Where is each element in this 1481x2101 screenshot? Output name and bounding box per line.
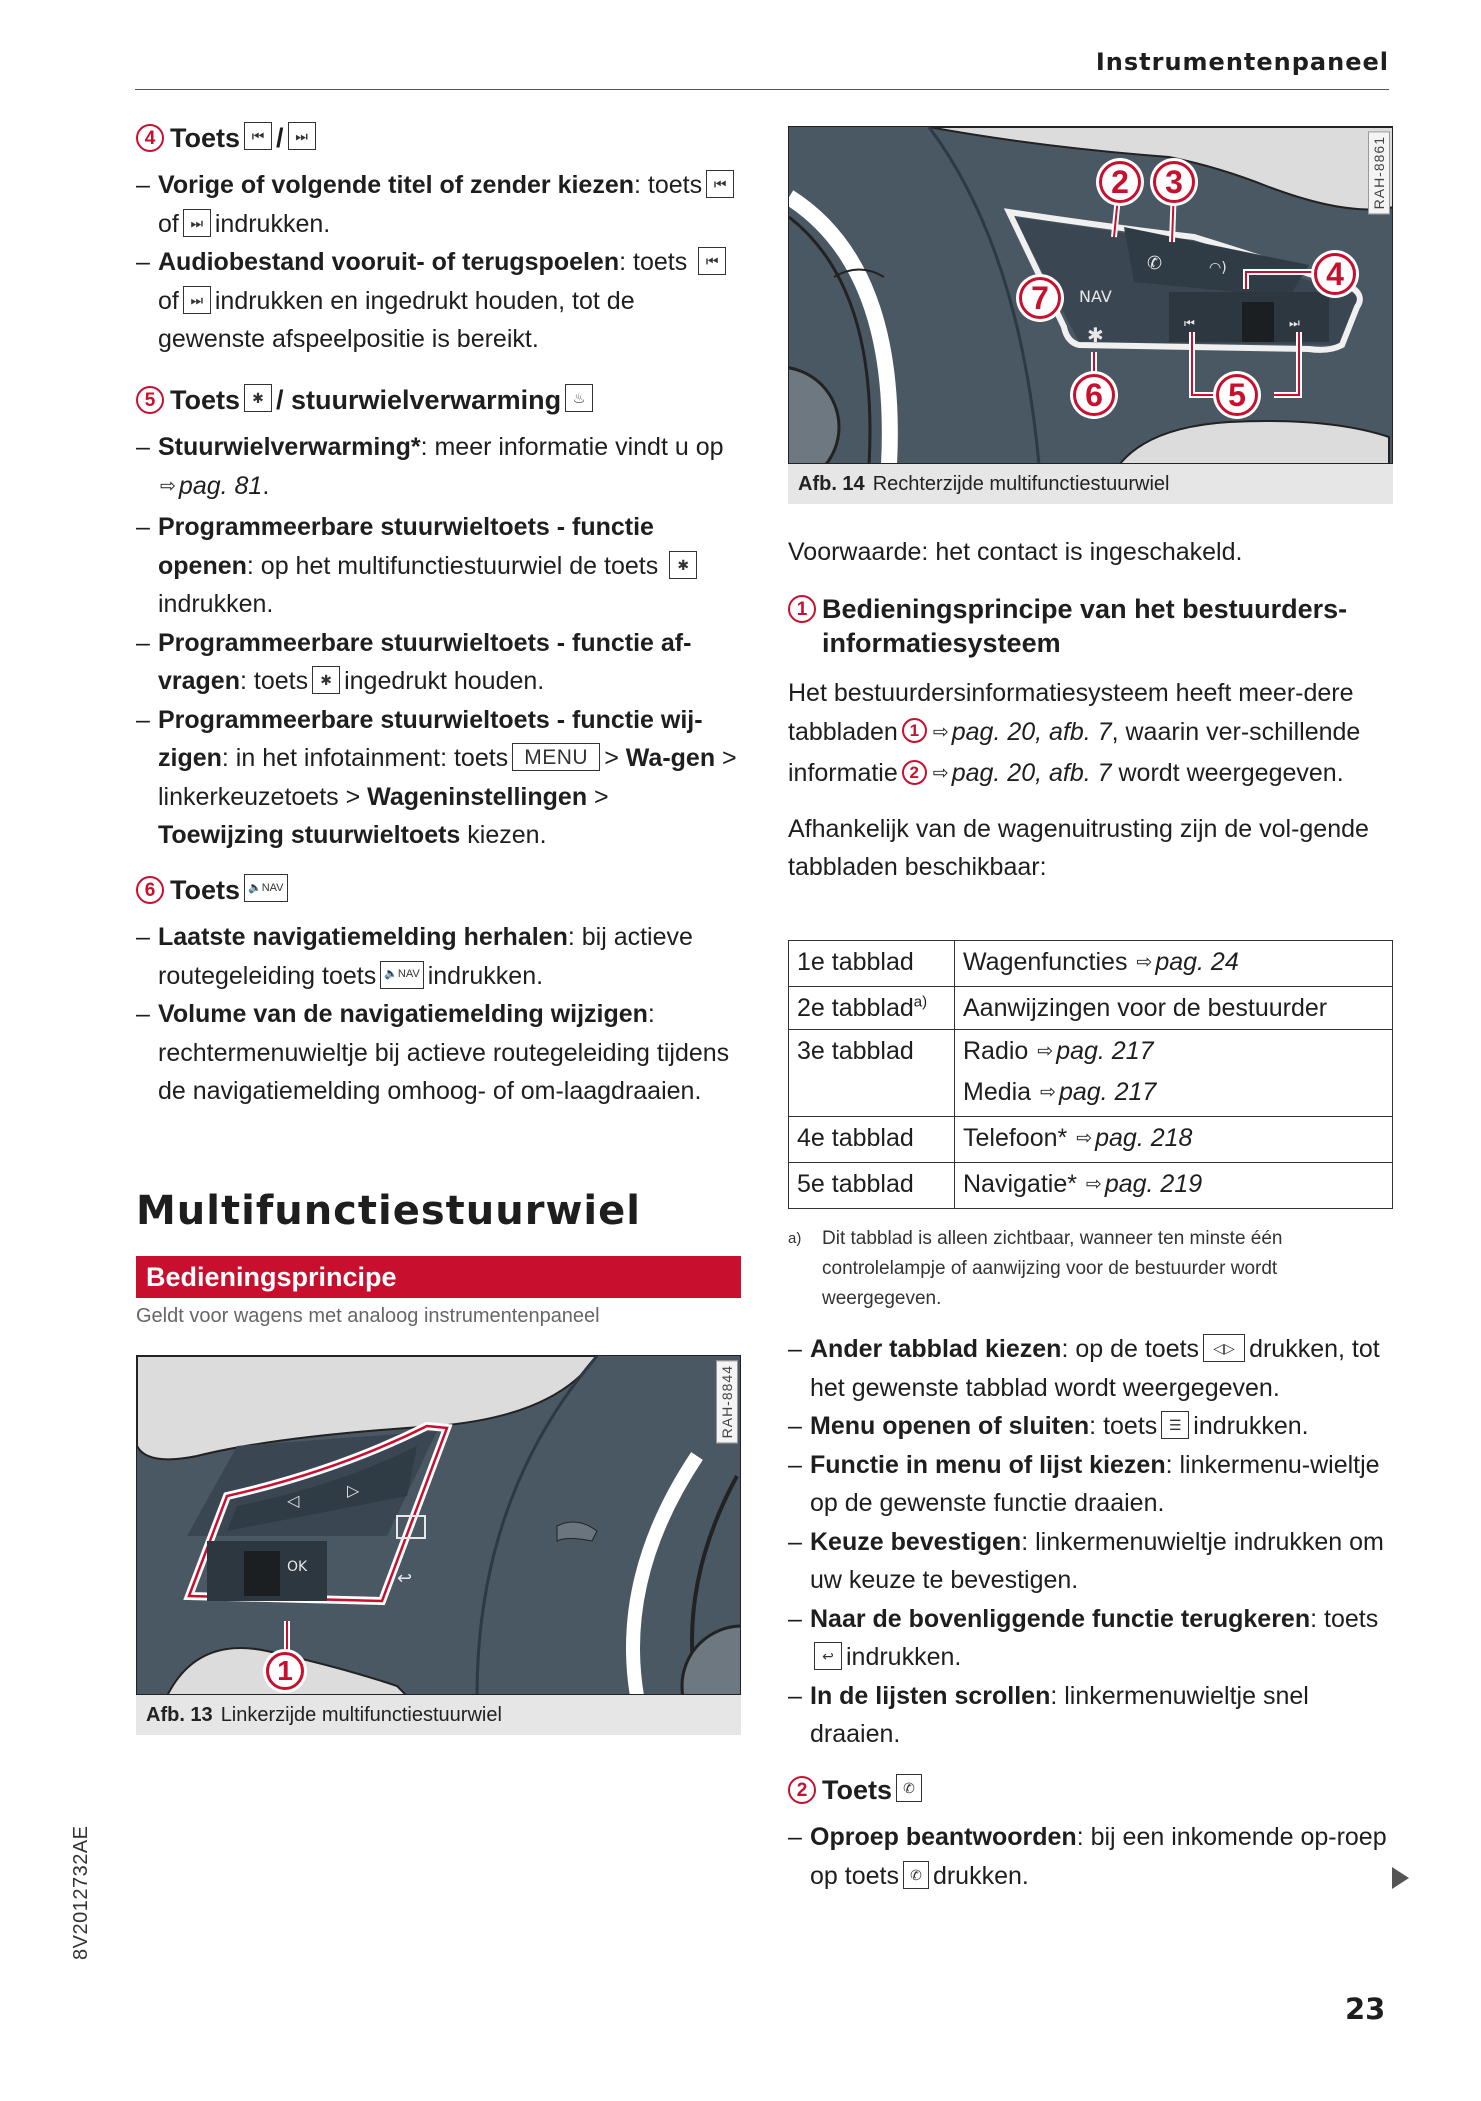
svg-text:↩: ↩ xyxy=(397,1568,413,1589)
reference-arrow-icon: ⇨ xyxy=(160,475,176,497)
previous-track-key-icon: ⏮ xyxy=(244,122,272,150)
list-item: – Programmeerbare stuurwieltoets - functie wij-zigen: in het infotainment: toets MENU > Wa-gen > linkerkeuzetoets > Wageninstellingen > Toewijzing stuurwieltoets kiezen. xyxy=(136,701,741,855)
tabs-table xyxy=(788,940,1393,1209)
table-row xyxy=(789,1117,1393,1163)
section-2-heading: 2 Toets ✆ xyxy=(788,1770,1393,1810)
list-item: – Oproep beantwoorden: bij een inkomende op-roep op toets ✆ drukken. xyxy=(788,1818,1393,1895)
callout-number: 2 xyxy=(902,760,927,785)
list-item: – Laatste navigatiemelding herhalen: bij actieve routegeleiding toets 🔈NAV indrukken. xyxy=(136,918,741,995)
section-4-list xyxy=(136,166,741,359)
page-reference-link[interactable]: pag. 217 xyxy=(1056,1037,1154,1065)
list-item: – Volume van de navigatiemelding wijzigen: rechtermenuwieltje bij actieve routegeleiding tijdens de navigatiemelding omhoog- of om-laagdraaien. xyxy=(136,995,741,1111)
star-key-icon: ✱ xyxy=(244,384,272,412)
menu-key-icon: MENU xyxy=(512,743,600,771)
left-steering-wheel-illustration xyxy=(136,1355,741,1695)
list-item: – Programmeerbare stuurwieltoets - functie af-vragen: toets ✱ ingedrukt houden. xyxy=(136,624,741,701)
section-6 xyxy=(136,870,741,1111)
nav-voice-key-icon: 🔈NAV xyxy=(244,874,288,902)
figure-code: RAH-8844 xyxy=(716,1360,738,1443)
phone-key-icon: ✆ xyxy=(903,1861,929,1889)
figure-code: RAH-8861 xyxy=(1368,131,1390,214)
svg-text:OK: OK xyxy=(287,1559,308,1575)
section-4-heading: 4 Toets ⏮ / ⏭ xyxy=(136,118,741,158)
star-key-icon: ✱ xyxy=(669,551,697,579)
page-number: 23 xyxy=(1345,1992,1386,2026)
callout-2: 2 xyxy=(1099,161,1141,203)
section-1-heading: 1 Bedieningsprincipe van het bestuurders-informatiesysteem xyxy=(788,592,1398,660)
list-item: – In de lijsten scrollen: linkermenuwieltje snel draaien. xyxy=(788,1677,1393,1754)
section-6-list xyxy=(136,918,741,1111)
list-item: – Audiobestand vooruit- of terugspoelen: toets ⏮of ⏭ indrukken en ingedrukt houden, tot de gewenste afspeelpositie is bereikt. xyxy=(136,243,741,359)
steering-wheel-left-icon xyxy=(137,1356,741,1695)
footnote-text: Dit tabblad is alleen zichtbaar, wanneer ten minste één controlelampje of aanwijzing voor de bestuurder wordt weergegeven. xyxy=(822,1228,1283,1309)
table-row xyxy=(789,1030,1393,1117)
back-key-icon: ↩ xyxy=(814,1642,842,1670)
list-item: – Functie in menu of lijst kiezen: linkermenu-wieltje op de gewenste functie draaien. xyxy=(788,1446,1393,1523)
page-reference-link[interactable]: pag. 219 xyxy=(1104,1170,1203,1198)
content-cell: Navigatie* ⇨ pag. 219 xyxy=(955,1163,1393,1209)
table-row xyxy=(789,1163,1393,1209)
previous-track-key-icon: ⏮ xyxy=(698,247,726,275)
callout-6: 6 xyxy=(1073,374,1115,416)
list-item: – Naar de bovenliggende functie terugkeren: toets↩ indrukken. xyxy=(788,1600,1393,1677)
section-5-list xyxy=(136,428,741,855)
reference-arrow-icon: ⇨ xyxy=(1076,1128,1093,1149)
content-cell: Telefoon* ⇨ pag. 218 xyxy=(955,1117,1393,1163)
precondition-text: Voorwaarde: het contact is ingeschakeld. xyxy=(788,538,1243,566)
svg-text:✆: ✆ xyxy=(1147,253,1163,274)
list-item: – Menu openen of sluiten: toets ☰ indrukken. xyxy=(788,1407,1393,1446)
list-item: – Keuze bevestigen: linkermenuwieltje indrukken om uw keuze te bevestigen. xyxy=(788,1523,1393,1600)
section-5 xyxy=(136,380,741,855)
list-item: – Stuurwielverwarming*: meer informatie vindt u op ⇨ pag. 81. xyxy=(136,428,741,508)
tab-cell: 3e tabblad xyxy=(789,1030,955,1117)
list-item: – Programmeerbare stuurwieltoets - functie openen: op het multifunctiestuurwiel de toets ✱indrukken. xyxy=(136,508,741,624)
tab-cell: 1e tabblad xyxy=(789,941,955,987)
tab-switch-key-icon: ◁▷ xyxy=(1203,1334,1245,1362)
list-item: – Ander tabblad kiezen: op de toets ◁▷ drukken, tot het gewenste tabblad wordt weergegeven. xyxy=(788,1330,1393,1407)
svg-text:⏭: ⏭ xyxy=(1289,316,1300,330)
svg-text:⏮: ⏮ xyxy=(1184,316,1195,330)
tab-cell: 5e tabblad xyxy=(789,1163,955,1209)
svg-text:✱: ✱ xyxy=(1087,323,1104,347)
next-track-key-icon: ⏭ xyxy=(183,209,211,237)
reference-arrow-icon: ⇨ xyxy=(1136,952,1153,973)
footnote-marker: a) xyxy=(788,1230,802,1247)
content-cell: Aanwijzingen voor de bestuurder xyxy=(955,987,1393,1030)
next-track-key-icon: ⏭ xyxy=(183,286,211,314)
operating-instructions-list xyxy=(788,1330,1393,1754)
section-5-heading: 5 Toets ✱ / stuurwielverwarming ♨ xyxy=(136,380,741,420)
svg-text:◠): ◠) xyxy=(1209,260,1227,276)
previous-track-key-icon: ⏮ xyxy=(706,170,734,198)
reference-arrow-icon: ⇨ xyxy=(932,721,949,743)
menu-list-key-icon: ☰ xyxy=(1161,1411,1189,1439)
content-cell: Radio ⇨ pag. 217 Media ⇨ pag. 217 xyxy=(955,1030,1393,1117)
page-reference-link[interactable]: pag. 81 xyxy=(178,471,263,500)
section-1 xyxy=(788,592,1398,887)
figure-caption: Afb. 14 Rechterzijde multifunctiestuurwiel xyxy=(788,464,1393,504)
callout-5: 5 xyxy=(1216,374,1258,416)
footnote xyxy=(788,1224,1388,1314)
table-row xyxy=(789,941,1393,987)
callout-number: 1 xyxy=(902,718,927,743)
callout-number: 2 xyxy=(788,1776,816,1804)
next-track-key-icon: ⏭ xyxy=(288,122,316,150)
list-item: – Vorige of volgende titel of zender kiezen: toets ⏮of ⏭ indrukken. xyxy=(136,166,741,243)
callout-4: 4 xyxy=(1314,253,1356,295)
page-reference-link[interactable]: pag. 24 xyxy=(1155,948,1239,976)
document-code: 8V2012732AE xyxy=(70,1825,92,1960)
description-paragraph: Afhankelijk van de wagenuitrusting zijn de vol-gende tabbladen beschikbaar: xyxy=(788,814,1369,881)
callout-number: 6 xyxy=(136,876,164,904)
page-reference-link[interactable]: pag. 218 xyxy=(1095,1124,1193,1152)
svg-text:◁: ◁ xyxy=(287,1491,300,1510)
nav-voice-key-icon: 🔈NAV xyxy=(380,961,424,989)
applicability-note: Geldt voor wagens met analoog instrumentenpaneel xyxy=(136,1305,600,1327)
section-4 xyxy=(136,118,741,359)
page-reference-link[interactable]: pag. 20, afb. 7 xyxy=(951,717,1112,746)
main-heading: Multifunctiestuurwiel xyxy=(136,1188,641,1234)
chapter-title: Instrumentenpaneel xyxy=(1095,48,1389,76)
callout-1: 1 xyxy=(266,1652,304,1690)
figure-caption: Afb. 13 Linkerzijde multifunctiestuurwiel xyxy=(136,1695,741,1735)
page-reference-link[interactable]: pag. 217 xyxy=(1058,1078,1157,1106)
figure-14 xyxy=(788,126,1393,504)
right-steering-wheel-illustration xyxy=(788,126,1393,464)
section-2 xyxy=(788,1770,1393,1895)
table-row xyxy=(789,987,1393,1030)
footnote-marker: a) xyxy=(913,993,928,1011)
figure-13 xyxy=(136,1355,741,1735)
callout-number: 4 xyxy=(136,124,164,152)
callout-7: 7 xyxy=(1019,277,1061,319)
steering-wheel-heating-icon: ♨ xyxy=(565,384,593,412)
reference-arrow-icon: ⇨ xyxy=(1085,1174,1102,1195)
reference-arrow-icon: ⇨ xyxy=(1037,1041,1054,1062)
content-cell: Wagenfuncties ⇨ pag. 24 xyxy=(955,941,1393,987)
section-6-heading: 6 Toets 🔈NAV xyxy=(136,870,741,910)
phone-key-icon: ✆ xyxy=(896,1774,922,1802)
reference-arrow-icon: ⇨ xyxy=(1040,1082,1056,1103)
section-2-list xyxy=(788,1818,1393,1895)
reference-arrow-icon: ⇨ xyxy=(932,763,949,784)
tab-cell: 2e tabblad$^{a)}$ xyxy=(789,987,955,1030)
tab-cell: 4e tabblad xyxy=(789,1117,955,1163)
page-reference-link[interactable]: pag. 20, afb. 7 xyxy=(951,759,1112,787)
running-header xyxy=(135,48,1389,90)
callout-3: 3 xyxy=(1153,161,1195,203)
svg-text:NAV: NAV xyxy=(1079,287,1112,306)
description-paragraph: Het bestuurdersinformatiesysteem heeft meer-dere tabbladen 1 ⇨ pag. 20, afb. 7, waarin ver-schillende informatie 2 ⇨ pag. 20, afb. 7 wordt weergegeven. xyxy=(788,679,1361,787)
callout-number: 1 xyxy=(788,595,816,623)
callout-number: 5 xyxy=(136,386,164,414)
star-key-icon: ✱ xyxy=(312,666,340,694)
section-title-bar: Bedieningsprincipe xyxy=(136,1256,741,1298)
continue-arrow-icon xyxy=(1392,1867,1409,1889)
svg-text:▷: ▷ xyxy=(347,1481,360,1500)
